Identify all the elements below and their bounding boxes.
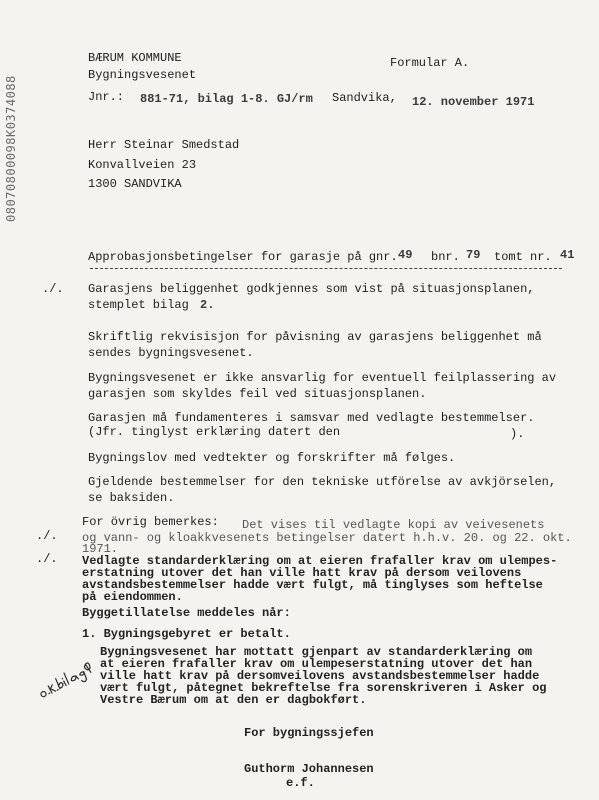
paragraph-4-line-2: (Jfr. tinglyst erklæring datert den xyxy=(88,425,341,439)
department-name: Bygningsvesenet xyxy=(88,68,197,82)
subject-underline xyxy=(90,268,562,269)
letter-date: 12. november 1971 xyxy=(412,95,535,109)
archive-id-stamp: 08070800098K0374088 xyxy=(4,75,18,222)
paragraph-1-line-2: stemplet bilag xyxy=(88,298,189,312)
paragraph-4-line-1: Garasjen må fundamenteres i samsvar med vedlagte bestemmelser. xyxy=(88,411,535,425)
permit-condition-2-line-2: at eieren frafaller krav om ulempeserstatning utover det han xyxy=(100,657,533,671)
paragraph-4-close: ). xyxy=(510,427,525,441)
recipient-name: Herr Steinar Smedstad xyxy=(88,138,240,152)
remarks-line-1: Det vises til vedlagte kopi av veivesenets xyxy=(242,518,545,532)
paragraph-3-line-1: Bygningsvesenet er ikke ansvarlig for eventuell feilplassering av xyxy=(88,371,557,385)
remarks-enclosure-marker: ./. xyxy=(36,529,58,543)
municipality-name: BÆRUM KOMMUNE xyxy=(88,51,182,65)
permit-conditions-heading: Byggetillatelse meddeles når: xyxy=(82,606,291,620)
journal-label: Jnr.: xyxy=(88,90,125,104)
form-label: Formular A. xyxy=(390,56,470,70)
permit-condition-2-line-3: ville hatt krav på dersomveilovens avstandsbestemmelser hadde xyxy=(100,669,540,683)
subject-text: Approbasjonsbetingelser for garasje på gnr. xyxy=(88,250,398,264)
recipient-city: 1300 SANDVIKA xyxy=(88,177,182,191)
declaration-line-4: på eiendommen. xyxy=(82,590,183,604)
remarks-label: For övrig bemerkes: xyxy=(82,515,219,529)
permit-condition-2-line-4: vært fulgt, påtegnet bekreftelse fra sorenskriveren i Asker og xyxy=(100,681,547,695)
signatory-title: e.f. xyxy=(286,776,315,790)
subject-gnr: 49 xyxy=(398,248,413,262)
permit-condition-2-line-1: Bygningsvesenet har mottatt gjenpart av standarderklæring om xyxy=(100,645,533,659)
permit-condition-2-line-5: Vestre Bærum om at den er dagbokført. xyxy=(100,693,367,707)
paragraph-5: Bygningslov med vedtekter og forskrifter må følges. xyxy=(88,451,456,465)
permit-condition-1: 1. Bygningsgebyret er betalt. xyxy=(82,627,291,641)
paragraph-1-line-1: Garasjens beliggenhet godkjennes som vist på situasjonsplanen, xyxy=(88,282,535,296)
enclosure-marker: ./. xyxy=(42,282,64,296)
remarks-line-2: og vann- og kloakkvesenets betingelser datert h.h.v. 20. og 22. okt. xyxy=(82,531,572,545)
paragraph-2-line-1: Skriftlig rekvisisjon for påvisning av garasjens beliggenhet må xyxy=(88,330,542,344)
journal-reference: 881-71, bilag 1-8. GJ/rm xyxy=(140,92,313,106)
declaration-line-1: Vedlagte standarderklæring om at eieren frafaller krav om ulempes- xyxy=(82,554,558,568)
place-name: Sandvika, xyxy=(332,91,397,105)
subject-bnr: 79 xyxy=(466,248,481,262)
remarks-line-3: 1971. xyxy=(82,542,119,556)
recipient-street: Konvallveien 23 xyxy=(88,158,197,172)
paragraph-2-line-2: sendes bygningsvesenet. xyxy=(88,346,254,360)
paragraph-6-line-2: se baksiden. xyxy=(88,491,175,505)
subject-tomt-label: tomt nr. xyxy=(494,250,552,264)
paragraph-1-bilag: 2. xyxy=(200,298,215,312)
signature-for-label: For bygningssjefen xyxy=(244,726,374,740)
subject-tomt: 41 xyxy=(560,248,575,262)
declaration-enclosure-marker: ./. xyxy=(36,552,58,566)
declaration-line-2: erstatning utover det han ville hatt krav på dersom veilovens xyxy=(82,566,522,580)
paragraph-3-line-2: garasjen som skyldes feil ved situasjonsplanen. xyxy=(88,387,427,401)
declaration-line-3: avstandsbestemmelser hadde vært fulgt, må tinglyses som heftelse xyxy=(82,578,543,592)
handwritten-approval-note xyxy=(30,652,100,702)
subject-bnr-label: bnr. xyxy=(431,250,460,264)
paragraph-6-line-1: Gjeldende bestemmelser for den tekniske utförelse av avkjörselen, xyxy=(88,475,557,489)
signatory-name: Guthorm Johannesen xyxy=(244,762,374,776)
